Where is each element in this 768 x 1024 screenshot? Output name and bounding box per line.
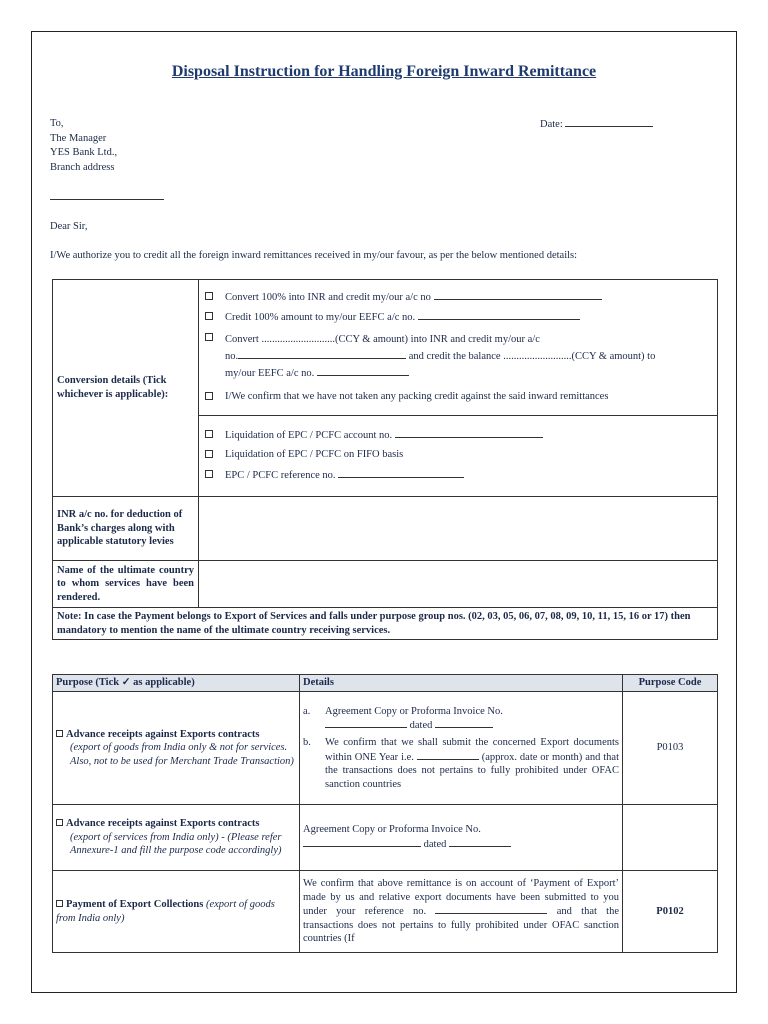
purpose-table <box>52 674 718 953</box>
inr-account-input[interactable] <box>199 497 718 561</box>
purpose-row-advance-services[interactable]: Advance receipts against Exports contracts (export of services from India only) - (Please refer Annexure-1 and fill the purpose code accordingly) <box>53 805 300 871</box>
checkbox[interactable] <box>205 312 213 320</box>
page-title: Disposal Instruction for Handling Foreign Inward Remittance <box>171 63 597 80</box>
purpose-row-advance-goods[interactable]: Advance receipts against Exports contracts (export of goods from India only & not for services. Also, not to be used for Merchant Trade Transaction) <box>53 692 300 805</box>
header-purpose: Purpose (Tick ✓ as applicable) <box>53 675 300 692</box>
details-export-collections: We confirm that above remittance is on account of ‘Payment of Export’ made by us and relative export documents have been submitted to you under your reference no. and that the transactions does not pertains to fully prohibited under OFAC sanction countries (If <box>300 871 623 953</box>
option-epc-reference[interactable]: EPC / PCFC reference no. <box>205 468 717 483</box>
header-purpose-code: Purpose Code <box>623 675 718 692</box>
checkbox[interactable] <box>205 333 213 341</box>
details-advance-services: Agreement Copy or Proforma Invoice No. dated <box>300 805 623 871</box>
checkbox[interactable] <box>56 730 63 737</box>
checkbox[interactable] <box>56 900 63 907</box>
option-credit-eefc[interactable]: Credit 100% amount to my/our EEFC a/c no. <box>205 310 717 325</box>
details-advance-goods: a. Agreement Copy or Proforma Invoice No. dated b. We confirm that we shall submit the concerned Export documents within ONE Year i.e. (approx. date or month) and that the transactions does not pertains to fully prohibited under OFAC sanction countries <box>300 692 623 805</box>
purpose-code-empty <box>623 805 718 871</box>
epc-options <box>199 416 718 497</box>
checkbox[interactable] <box>205 450 213 458</box>
purpose-code-p0103: P0103 <box>623 692 718 805</box>
conversion-options <box>199 280 718 416</box>
salutation: Dear Sir, <box>50 221 88 232</box>
purpose-row-export-collections[interactable]: Payment of Export Collections (export of goods from India only) <box>53 871 300 953</box>
address-line1: The Manager <box>50 132 107 144</box>
conversion-table <box>52 279 718 640</box>
address-to: To, <box>50 118 64 129</box>
checkbox[interactable] <box>205 392 213 400</box>
address-line3: Branch address <box>50 161 115 173</box>
option-liquidation-fifo[interactable]: Liquidation of EPC / PCFC on FIFO basis <box>205 448 717 462</box>
checkbox[interactable] <box>205 470 213 478</box>
authorization-text: I/We authorize you to credit all the foreign inward remittances received in my/our favour, as per the below mentioned details: <box>50 250 578 261</box>
conversion-label: Conversion details (Tick whichever is applicable): <box>53 280 199 497</box>
checkbox[interactable] <box>56 819 63 826</box>
option-packing-credit[interactable]: I/We confirm that we have not taken any packing credit against the said inward remittances <box>205 390 717 404</box>
purpose-code-p0102: P0102 <box>623 871 718 953</box>
header-details: Details <box>300 675 623 692</box>
checkbox[interactable] <box>205 430 213 438</box>
date-field[interactable] <box>540 117 653 132</box>
date-input-line[interactable] <box>565 117 653 127</box>
note-text: Note: In case the Payment belongs to Export of Services and falls under purpose group nos. (02, 03, 05, 06, 07, 08, 09, 10, 11, 15, 16 or 17) then mandatory to mention the name of the ultimate country receiving services. <box>53 608 718 640</box>
country-label: Name of the ultimate country to whom services have been rendered. <box>53 561 199 608</box>
option-convert-partial[interactable]: Convert ............................(CCY & amount) into INR and credit my/our a/c no. and credit the balance ..........................(CCY & amount) to my/our EEFC a/c no. <box>205 331 717 382</box>
checkbox[interactable] <box>205 292 213 300</box>
inr-account-label: INR a/c no. for deduction of Bank’s charges along with applicable statutory levies <box>53 497 199 561</box>
address-line2: YES Bank Ltd., <box>50 147 118 158</box>
option-convert-inr[interactable]: Convert 100% into INR and credit my/our a/c no <box>205 290 717 305</box>
country-input[interactable] <box>199 561 718 608</box>
branch-address-line[interactable] <box>50 199 164 200</box>
address-block <box>50 117 117 175</box>
date-label: Date: <box>540 119 563 130</box>
option-liquidation-account[interactable]: Liquidation of EPC / PCFC account no. <box>205 428 717 443</box>
